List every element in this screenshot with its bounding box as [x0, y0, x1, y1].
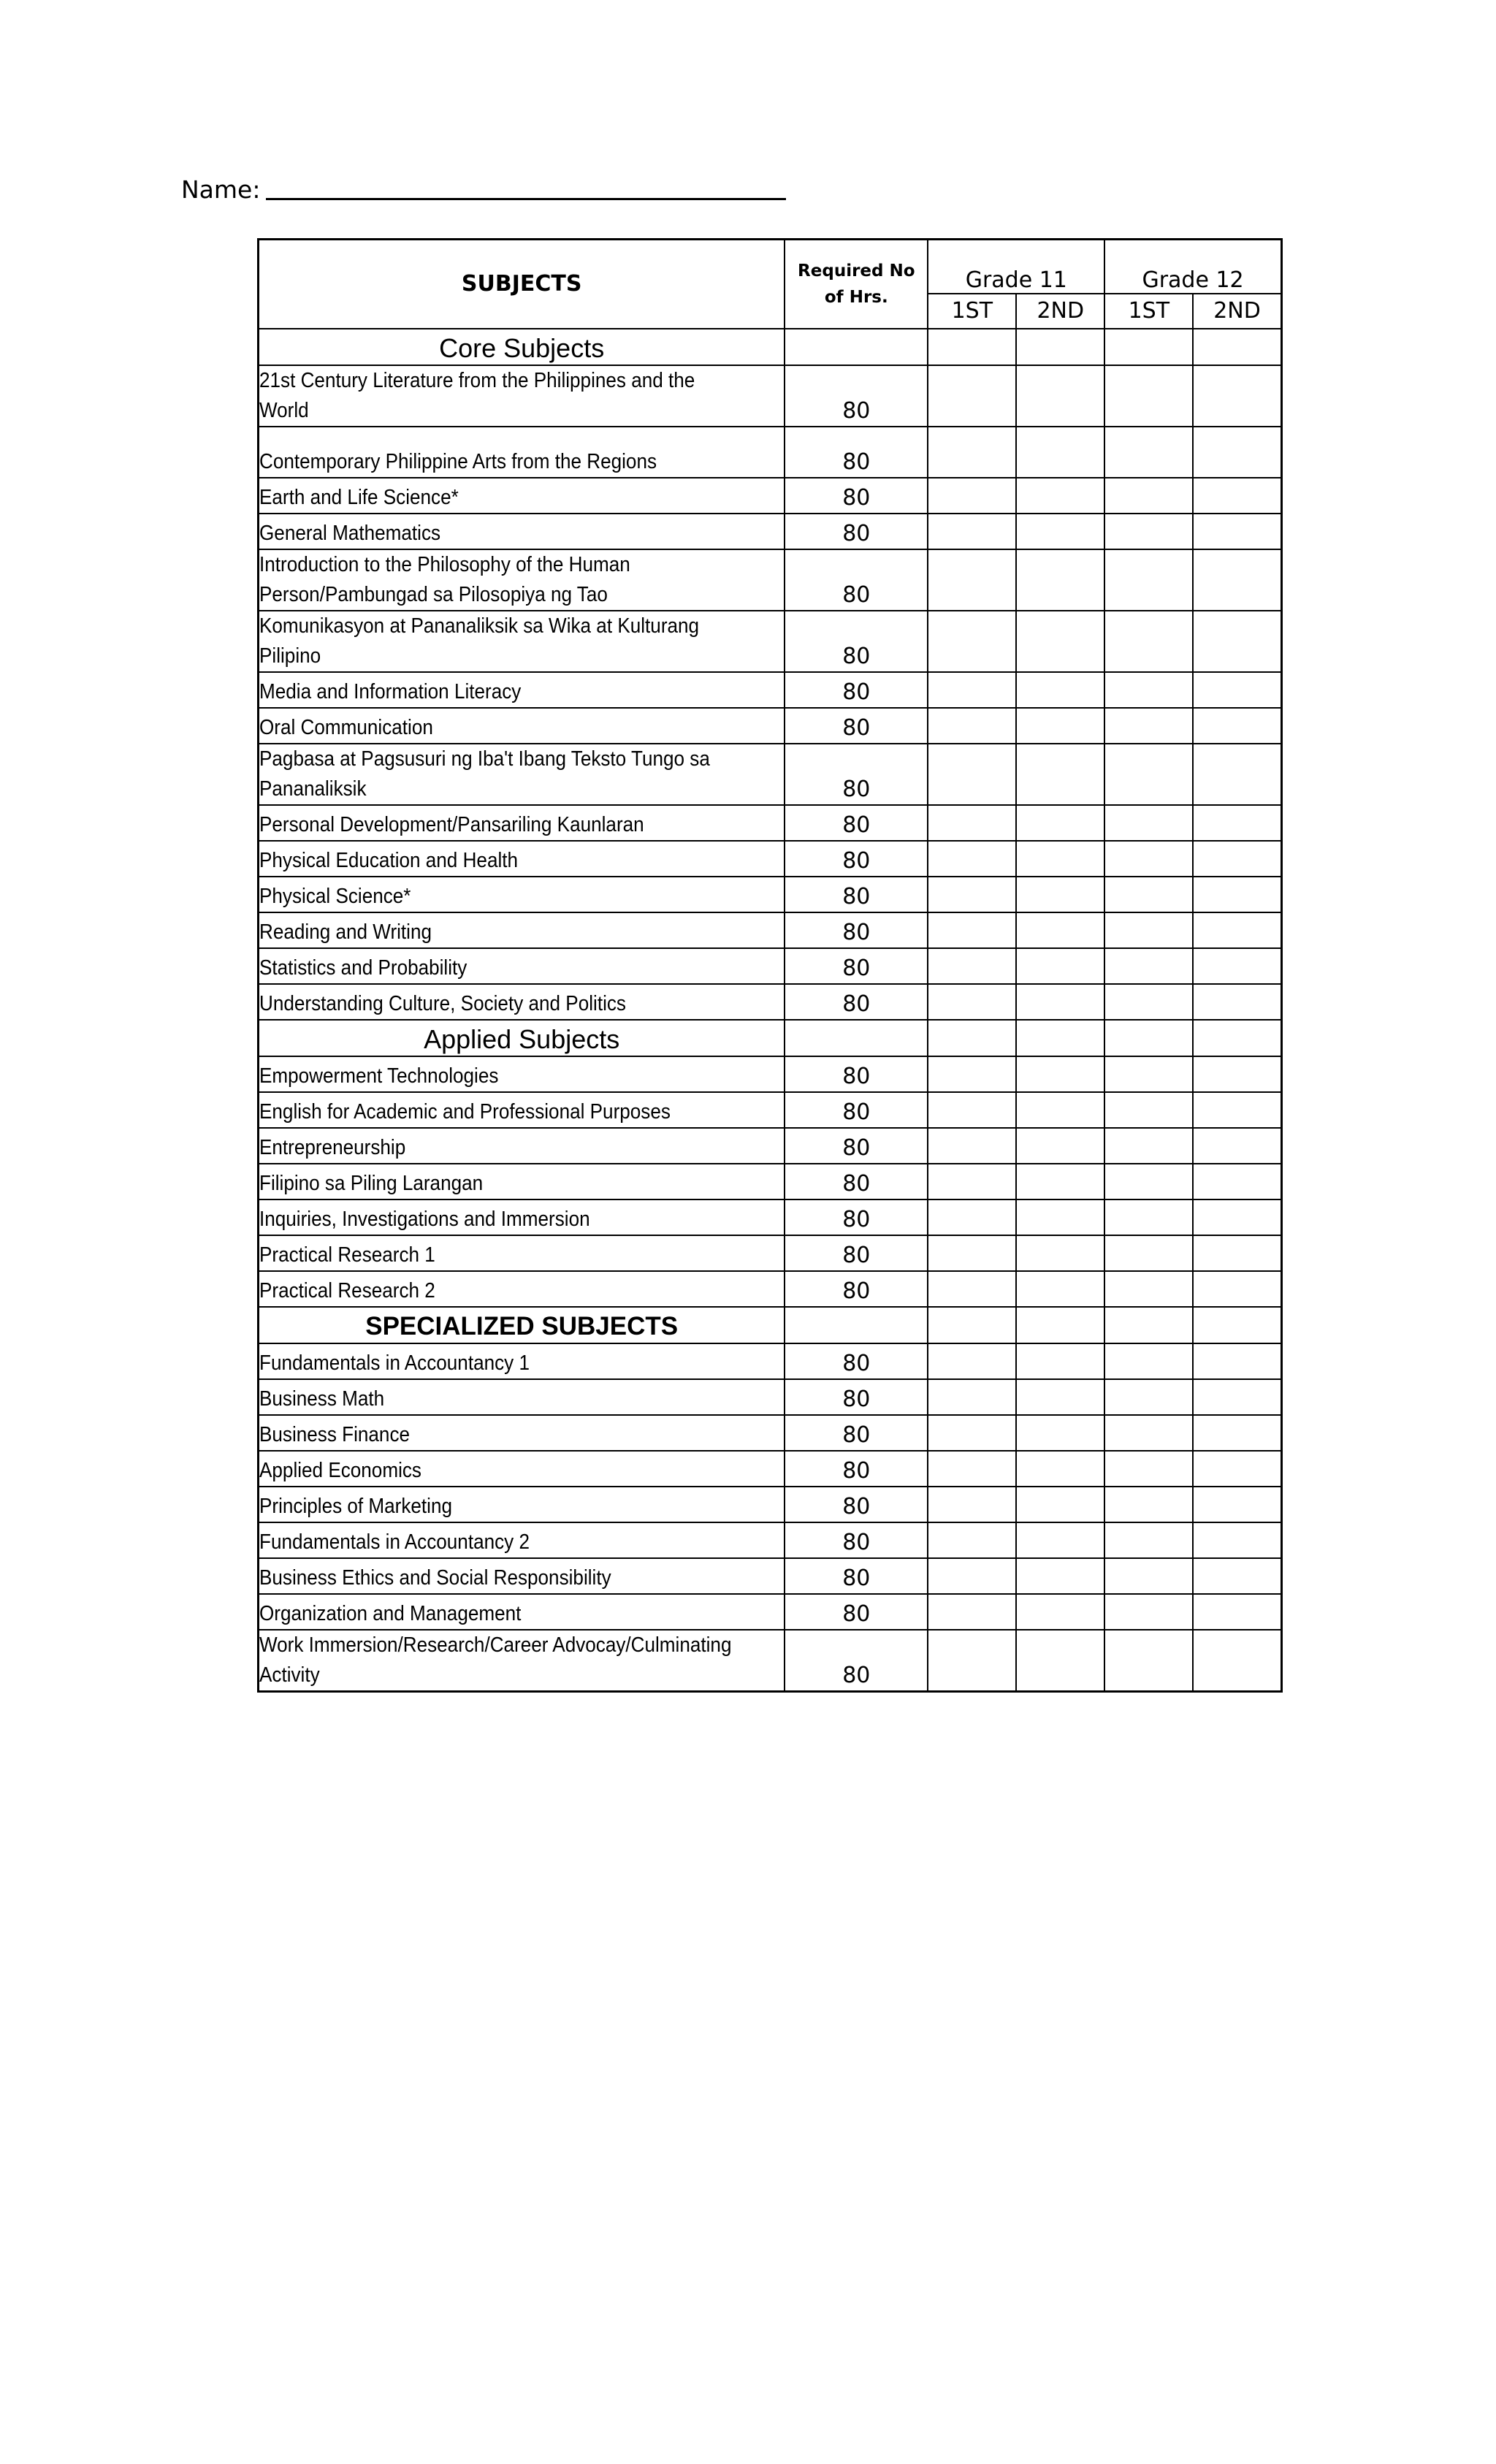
subject-name-line: Pananaliksik: [259, 777, 367, 801]
subject-grade12-sem2-cell[interactable]: [1193, 1379, 1281, 1415]
subject-name: [259, 1199, 785, 1235]
grade11-header: Grade 11: [928, 240, 1104, 294]
subject-grade12-sem1-cell[interactable]: [1104, 805, 1193, 841]
subject-grade12-sem2-cell[interactable]: [1193, 1164, 1281, 1199]
subject-grade11-sem2-cell[interactable]: [1016, 1092, 1104, 1128]
subject-grade12-sem2-cell[interactable]: [1193, 672, 1281, 708]
subject-grade11-sem1-cell[interactable]: [928, 1594, 1016, 1630]
subjects-header: SUBJECTS: [259, 240, 785, 329]
subject-grade12-sem1-cell[interactable]: [1104, 1199, 1193, 1235]
subject-name-line: Media and Information Literacy: [259, 679, 522, 703]
table-row: [259, 1487, 1282, 1522]
subjects-table: [257, 238, 1283, 1693]
table-row: [259, 1522, 1282, 1558]
subject-grade12-sem1-cell[interactable]: [1104, 1128, 1193, 1164]
subject-grade11-sem2-cell[interactable]: [1016, 1379, 1104, 1415]
grade12-header: Grade 12: [1104, 240, 1281, 294]
subject-grade12-sem1-cell[interactable]: [1104, 744, 1193, 805]
subject-grade11-sem2-cell[interactable]: [1016, 1558, 1104, 1594]
subject-name-line: Komunikasyon at Pananaliksik sa Wika at Kulturang: [259, 614, 700, 638]
subject-name-line: Understanding Culture, Society and Politics: [259, 991, 626, 1015]
subject-grade11-sem1-cell[interactable]: [928, 1451, 1016, 1487]
subject-name: [259, 1164, 785, 1199]
subject-grade11-sem2-cell[interactable]: [1016, 1594, 1104, 1630]
subject-name: [259, 912, 785, 948]
subject-grade11-sem2-cell[interactable]: [1016, 1271, 1104, 1307]
required-hours-value: 80: [785, 1092, 928, 1128]
subject-name-line: Practical Research 2: [259, 1278, 435, 1302]
subject-name: [259, 1271, 785, 1307]
subject-name-line: Contemporary Philippine Arts from the Regions: [259, 449, 657, 473]
subject-name: [259, 672, 785, 708]
subject-grade11-sem2-cell[interactable]: [1016, 427, 1104, 478]
subject-grade12-sem1-cell[interactable]: [1104, 1415, 1193, 1451]
subject-grade11-sem2-cell[interactable]: [1016, 1056, 1104, 1092]
subject-grade12-sem2-cell[interactable]: [1193, 1128, 1281, 1164]
subject-grade12-sem2-cell[interactable]: [1193, 1235, 1281, 1271]
table-row: [259, 478, 1282, 514]
section-grade11-sem1-cell[interactable]: [928, 1307, 1016, 1343]
subject-grade12-sem1-cell[interactable]: [1104, 1271, 1193, 1307]
table-row: [259, 805, 1282, 841]
required-hours-value: 80: [785, 984, 928, 1020]
required-hours-value: 80: [785, 549, 928, 611]
subject-name: [259, 478, 785, 514]
required-hours-value: 80: [785, 1056, 928, 1092]
subject-grade11-sem1-cell[interactable]: [928, 1271, 1016, 1307]
subject-grade11-sem1-cell[interactable]: [928, 365, 1016, 427]
table-row: [259, 984, 1282, 1020]
subject-grade12-sem1-cell[interactable]: [1104, 1092, 1193, 1128]
required-hours-header: Required No of Hrs.: [785, 240, 928, 329]
subject-name: [259, 427, 785, 478]
subject-grade12-sem2-cell[interactable]: [1193, 1451, 1281, 1487]
subject-grade11-sem1-cell[interactable]: [928, 549, 1016, 611]
subject-grade11-sem2-cell[interactable]: [1016, 611, 1104, 672]
subject-grade12-sem1-cell[interactable]: [1104, 1235, 1193, 1271]
subject-grade11-sem2-cell[interactable]: [1016, 365, 1104, 427]
subject-grade12-sem2-cell[interactable]: [1193, 1271, 1281, 1307]
subject-name-line: Empowerment Technologies: [259, 1064, 499, 1088]
subject-grade12-sem1-cell[interactable]: [1104, 478, 1193, 514]
subject-name-line: World: [259, 398, 309, 422]
subject-grade11-sem1-cell[interactable]: [928, 1128, 1016, 1164]
required-hours-value: 80: [785, 805, 928, 841]
table-row: [259, 1451, 1282, 1487]
subject-grade12-sem1-cell[interactable]: [1104, 708, 1193, 744]
subject-grade12-sem1-cell[interactable]: [1104, 1164, 1193, 1199]
table-row: [259, 1558, 1282, 1594]
section-title: Core Subjects: [259, 329, 785, 365]
subject-grade11-sem2-cell[interactable]: [1016, 672, 1104, 708]
grade12-sem2-header: 2ND: [1193, 294, 1281, 329]
subject-grade12-sem2-cell[interactable]: [1193, 948, 1281, 984]
subject-grade12-sem2-cell[interactable]: [1193, 805, 1281, 841]
subject-grade11-sem2-cell[interactable]: [1016, 948, 1104, 984]
subject-grade12-sem1-cell[interactable]: [1104, 1451, 1193, 1487]
subject-grade12-sem2-cell[interactable]: [1193, 1343, 1281, 1379]
subject-name: [259, 1415, 785, 1451]
grade12-sem1-header: 1ST: [1104, 294, 1193, 329]
subject-grade11-sem1-cell[interactable]: [928, 1092, 1016, 1128]
name-input-line[interactable]: [266, 198, 786, 200]
table-row: [259, 708, 1282, 744]
subject-grade12-sem2-cell[interactable]: [1193, 1056, 1281, 1092]
subject-grade12-sem2-cell[interactable]: [1193, 1558, 1281, 1594]
subject-grade12-sem2-cell[interactable]: [1193, 427, 1281, 478]
subject-name: [259, 1630, 785, 1692]
subject-name: [259, 1235, 785, 1271]
subject-grade12-sem2-cell[interactable]: [1193, 708, 1281, 744]
required-hours-value: 80: [785, 1199, 928, 1235]
subject-name: [259, 1128, 785, 1164]
subject-name-line: Fundamentals in Accountancy 1: [259, 1351, 530, 1375]
subject-name-line: Introduction to the Philosophy of the Human: [259, 552, 630, 576]
required-hours-value: 80: [785, 1630, 928, 1692]
table-row: [259, 1594, 1282, 1630]
subject-name: [259, 1056, 785, 1092]
required-hours-value: 80: [785, 1271, 928, 1307]
table-row: [259, 1128, 1282, 1164]
subject-grade11-sem1-cell[interactable]: [928, 1558, 1016, 1594]
subject-name-line: Physical Education and Health: [259, 848, 519, 872]
table-row: [259, 841, 1282, 877]
subject-grade12-sem2-cell[interactable]: [1193, 478, 1281, 514]
table-row: [259, 1415, 1282, 1451]
required-hours-value: 80: [785, 948, 928, 984]
subject-grade11-sem1-cell[interactable]: [928, 427, 1016, 478]
subject-grade12-sem2-cell[interactable]: [1193, 744, 1281, 805]
subject-grade12-sem1-cell[interactable]: [1104, 984, 1193, 1020]
subject-name-line: Business Math: [259, 1387, 385, 1411]
subject-name-line: Reading and Writing: [259, 920, 432, 944]
subject-grade11-sem2-cell[interactable]: [1016, 1128, 1104, 1164]
subject-name-line: Practical Research 1: [259, 1243, 435, 1267]
section-grade11-sem2-cell[interactable]: [1016, 1307, 1104, 1343]
subject-grade11-sem1-cell[interactable]: [928, 611, 1016, 672]
subject-name-line: Person/Pambungad sa Pilosopiya ng Tao: [259, 582, 608, 606]
subject-grade11-sem2-cell[interactable]: [1016, 1630, 1104, 1692]
subject-grade11-sem2-cell[interactable]: [1016, 1235, 1104, 1271]
subject-name-line: English for Academic and Professional Purposes: [259, 1099, 671, 1124]
subject-grade11-sem1-cell[interactable]: [928, 478, 1016, 514]
subject-grade11-sem2-cell[interactable]: [1016, 1164, 1104, 1199]
required-hours-value: 80: [785, 1379, 928, 1415]
section-row: [259, 329, 1282, 365]
table-row: [259, 877, 1282, 912]
subject-grade12-sem2-cell[interactable]: [1193, 1199, 1281, 1235]
subject-name: [259, 948, 785, 984]
section-grade12-sem1-cell[interactable]: [1104, 1307, 1193, 1343]
required-hours-value: 80: [785, 877, 928, 912]
subject-grade11-sem1-cell[interactable]: [928, 514, 1016, 549]
section-grade11-sem1-cell[interactable]: [928, 1020, 1016, 1056]
subject-grade11-sem2-cell[interactable]: [1016, 1343, 1104, 1379]
subject-grade11-sem1-cell[interactable]: [928, 1487, 1016, 1522]
subject-grade12-sem1-cell[interactable]: [1104, 1522, 1193, 1558]
subject-grade12-sem1-cell[interactable]: [1104, 1630, 1193, 1692]
subject-grade11-sem1-cell[interactable]: [928, 1199, 1016, 1235]
subject-name: [259, 365, 785, 427]
subject-grade12-sem2-cell[interactable]: [1193, 912, 1281, 948]
table-row: [259, 611, 1282, 672]
required-hours-value: 80: [785, 672, 928, 708]
section-grade12-sem1-cell[interactable]: [1104, 329, 1193, 365]
name-label: Name:: [181, 175, 261, 204]
subject-grade11-sem2-cell[interactable]: [1016, 984, 1104, 1020]
subject-name-line: Earth and Life Science*: [259, 485, 459, 509]
section-grade11-sem1-cell[interactable]: [928, 329, 1016, 365]
table-row: [259, 744, 1282, 805]
subject-name: [259, 1451, 785, 1487]
subject-grade11-sem2-cell[interactable]: [1016, 1199, 1104, 1235]
subject-name: [259, 708, 785, 744]
section-hours-cell: [785, 329, 928, 365]
name-row: [181, 169, 786, 205]
subject-grade12-sem1-cell[interactable]: [1104, 1379, 1193, 1415]
subject-grade11-sem1-cell[interactable]: [928, 1056, 1016, 1092]
table-row: [259, 1092, 1282, 1128]
subject-name: [259, 877, 785, 912]
subject-name-line: Organization and Management: [259, 1601, 522, 1625]
required-hours-value: 80: [785, 1451, 928, 1487]
required-hours-value: 80: [785, 1522, 928, 1558]
subject-name: [259, 1558, 785, 1594]
subject-grade12-sem1-cell[interactable]: [1104, 1594, 1193, 1630]
required-hours-value: 80: [785, 514, 928, 549]
subject-name-line: Statistics and Probability: [259, 956, 468, 980]
subject-grade12-sem1-cell[interactable]: [1104, 1558, 1193, 1594]
subject-grade12-sem2-cell[interactable]: [1193, 1630, 1281, 1692]
subject-grade11-sem2-cell[interactable]: [1016, 841, 1104, 877]
table-row: [259, 514, 1282, 549]
required-hours-value: 80: [785, 478, 928, 514]
subject-name: [259, 1522, 785, 1558]
subject-grade11-sem2-cell[interactable]: [1016, 514, 1104, 549]
subject-grade12-sem1-cell[interactable]: [1104, 672, 1193, 708]
subject-grade11-sem1-cell[interactable]: [928, 708, 1016, 744]
section-hours-cell: [785, 1020, 928, 1056]
subject-grade12-sem2-cell[interactable]: [1193, 1415, 1281, 1451]
required-hours-value: 80: [785, 1128, 928, 1164]
table-row: [259, 1235, 1282, 1271]
table-row: [259, 365, 1282, 427]
subject-grade12-sem2-cell[interactable]: [1193, 841, 1281, 877]
required-hours-value: 80: [785, 427, 928, 478]
subject-grade11-sem2-cell[interactable]: [1016, 1451, 1104, 1487]
subject-grade12-sem1-cell[interactable]: [1104, 877, 1193, 912]
subject-name-line: Business Finance: [259, 1422, 411, 1446]
subject-name: [259, 1343, 785, 1379]
table-row: [259, 912, 1282, 948]
subject-name: [259, 841, 785, 877]
subject-grade11-sem1-cell[interactable]: [928, 1522, 1016, 1558]
subject-name-line: Fundamentals in Accountancy 2: [259, 1530, 530, 1554]
subject-grade12-sem2-cell[interactable]: [1193, 1092, 1281, 1128]
subject-grade11-sem1-cell[interactable]: [928, 912, 1016, 948]
table-row: [259, 1343, 1282, 1379]
subject-grade11-sem1-cell[interactable]: [928, 805, 1016, 841]
section-grade11-sem2-cell[interactable]: [1016, 329, 1104, 365]
required-hours-value: 80: [785, 1343, 928, 1379]
grade11-sem1-header: 1ST: [928, 294, 1016, 329]
section-row: [259, 1020, 1282, 1056]
subject-name-line: Inquiries, Investigations and Immersion: [259, 1207, 590, 1231]
subject-name-line: Activity: [259, 1663, 320, 1687]
subject-name-line: Personal Development/Pansariling Kaunlaran: [259, 812, 644, 836]
subject-grade11-sem1-cell[interactable]: [928, 672, 1016, 708]
required-hours-value: 80: [785, 1594, 928, 1630]
table-row: [259, 948, 1282, 984]
subject-grade11-sem1-cell[interactable]: [928, 948, 1016, 984]
subject-grade11-sem1-cell[interactable]: [928, 1379, 1016, 1415]
table-row: [259, 1056, 1282, 1092]
subject-grade11-sem2-cell[interactable]: [1016, 744, 1104, 805]
subject-grade12-sem1-cell[interactable]: [1104, 912, 1193, 948]
subject-grade12-sem1-cell[interactable]: [1104, 948, 1193, 984]
section-grade12-sem2-cell[interactable]: [1193, 329, 1281, 365]
grade11-sem2-header: 2ND: [1016, 294, 1104, 329]
subject-name-line: Oral Communication: [259, 715, 433, 739]
subject-name: [259, 805, 785, 841]
subject-name: [259, 744, 785, 805]
subject-grade12-sem1-cell[interactable]: [1104, 427, 1193, 478]
section-grade12-sem1-cell[interactable]: [1104, 1020, 1193, 1056]
subject-grade11-sem2-cell[interactable]: [1016, 549, 1104, 611]
subject-name-line: Pilipino: [259, 644, 321, 668]
subject-grade12-sem1-cell[interactable]: [1104, 611, 1193, 672]
subject-grade11-sem2-cell[interactable]: [1016, 877, 1104, 912]
subject-name-line: Principles of Marketing: [259, 1494, 453, 1518]
subject-grade12-sem2-cell[interactable]: [1193, 514, 1281, 549]
table-row: [259, 1630, 1282, 1692]
subject-name-line: Physical Science*: [259, 884, 411, 908]
subject-name-line: 21st Century Literature from the Philippines and the: [259, 368, 695, 392]
table-body: [259, 329, 1282, 1692]
required-hours-value: 80: [785, 841, 928, 877]
subject-grade11-sem2-cell[interactable]: [1016, 1522, 1104, 1558]
subject-grade12-sem1-cell[interactable]: [1104, 841, 1193, 877]
subject-name: [259, 514, 785, 549]
subject-grade11-sem1-cell[interactable]: [928, 744, 1016, 805]
subject-grade11-sem1-cell[interactable]: [928, 984, 1016, 1020]
subject-grade12-sem2-cell[interactable]: [1193, 1487, 1281, 1522]
subject-grade11-sem2-cell[interactable]: [1016, 1415, 1104, 1451]
table-row: [259, 427, 1282, 478]
subject-grade11-sem1-cell[interactable]: [928, 877, 1016, 912]
subject-grade12-sem2-cell[interactable]: [1193, 365, 1281, 427]
required-hours-value: 80: [785, 708, 928, 744]
required-hours-value: 80: [785, 744, 928, 805]
table-row: [259, 1271, 1282, 1307]
table-row: [259, 549, 1282, 611]
subject-grade11-sem1-cell[interactable]: [928, 1630, 1016, 1692]
subject-name: [259, 1379, 785, 1415]
section-title: SPECIALIZED SUBJECTS: [259, 1307, 785, 1343]
subject-grade12-sem1-cell[interactable]: [1104, 1056, 1193, 1092]
required-hours-value: 80: [785, 1415, 928, 1451]
subject-grade11-sem1-cell[interactable]: [928, 841, 1016, 877]
subject-grade12-sem2-cell[interactable]: [1193, 549, 1281, 611]
section-title: Applied Subjects: [259, 1020, 785, 1056]
subject-name-line: Pagbasa at Pagsusuri ng Iba't Ibang Teksto Tungo sa: [259, 747, 710, 771]
subject-grade11-sem1-cell[interactable]: [928, 1235, 1016, 1271]
section-grade11-sem2-cell[interactable]: [1016, 1020, 1104, 1056]
table-row: [259, 672, 1282, 708]
subject-grade12-sem1-cell[interactable]: [1104, 1487, 1193, 1522]
subject-grade11-sem1-cell[interactable]: [928, 1164, 1016, 1199]
section-hours-cell: [785, 1307, 928, 1343]
subject-grade11-sem2-cell[interactable]: [1016, 912, 1104, 948]
required-hours-value: 80: [785, 912, 928, 948]
subject-grade12-sem1-cell[interactable]: [1104, 549, 1193, 611]
table-row: [259, 1199, 1282, 1235]
subject-name: [259, 984, 785, 1020]
subject-grade12-sem2-cell[interactable]: [1193, 1594, 1281, 1630]
subject-name: [259, 549, 785, 611]
table-row: [259, 1164, 1282, 1199]
subject-grade12-sem1-cell[interactable]: [1104, 1343, 1193, 1379]
required-hours-value: 80: [785, 1487, 928, 1522]
subject-name-line: Entrepreneurship: [259, 1135, 406, 1159]
subject-name-line: Applied Economics: [259, 1458, 421, 1482]
subject-grade12-sem2-cell[interactable]: [1193, 984, 1281, 1020]
section-grade12-sem2-cell[interactable]: [1193, 1307, 1281, 1343]
subject-name-line: General Mathematics: [259, 521, 441, 545]
subject-name: [259, 1092, 785, 1128]
subject-grade12-sem2-cell[interactable]: [1193, 1522, 1281, 1558]
subject-name-line: Filipino sa Piling Larangan: [259, 1171, 484, 1195]
section-grade12-sem2-cell[interactable]: [1193, 1020, 1281, 1056]
subject-grade12-sem2-cell[interactable]: [1193, 611, 1281, 672]
subject-grade11-sem2-cell[interactable]: [1016, 805, 1104, 841]
required-hours-value: 80: [785, 611, 928, 672]
subject-grade12-sem1-cell[interactable]: [1104, 365, 1193, 427]
subject-name-line: Work Immersion/Research/Career Advocay/Culminating: [259, 1633, 732, 1657]
table-row: [259, 1379, 1282, 1415]
subject-grade11-sem2-cell[interactable]: [1016, 1487, 1104, 1522]
required-hours-value: 80: [785, 1235, 928, 1271]
required-hours-value: 80: [785, 365, 928, 427]
subject-grade12-sem2-cell[interactable]: [1193, 877, 1281, 912]
section-row: [259, 1307, 1282, 1343]
subject-name: [259, 1487, 785, 1522]
subject-grade11-sem1-cell[interactable]: [928, 1415, 1016, 1451]
subject-grade12-sem1-cell[interactable]: [1104, 514, 1193, 549]
required-hours-value: 80: [785, 1164, 928, 1199]
subject-name-line: Business Ethics and Social Responsibility: [259, 1565, 611, 1590]
subject-grade11-sem2-cell[interactable]: [1016, 478, 1104, 514]
subject-name: [259, 1594, 785, 1630]
subject-name: [259, 611, 785, 672]
required-hours-value: 80: [785, 1558, 928, 1594]
subject-grade11-sem2-cell[interactable]: [1016, 708, 1104, 744]
subject-grade11-sem1-cell[interactable]: [928, 1343, 1016, 1379]
